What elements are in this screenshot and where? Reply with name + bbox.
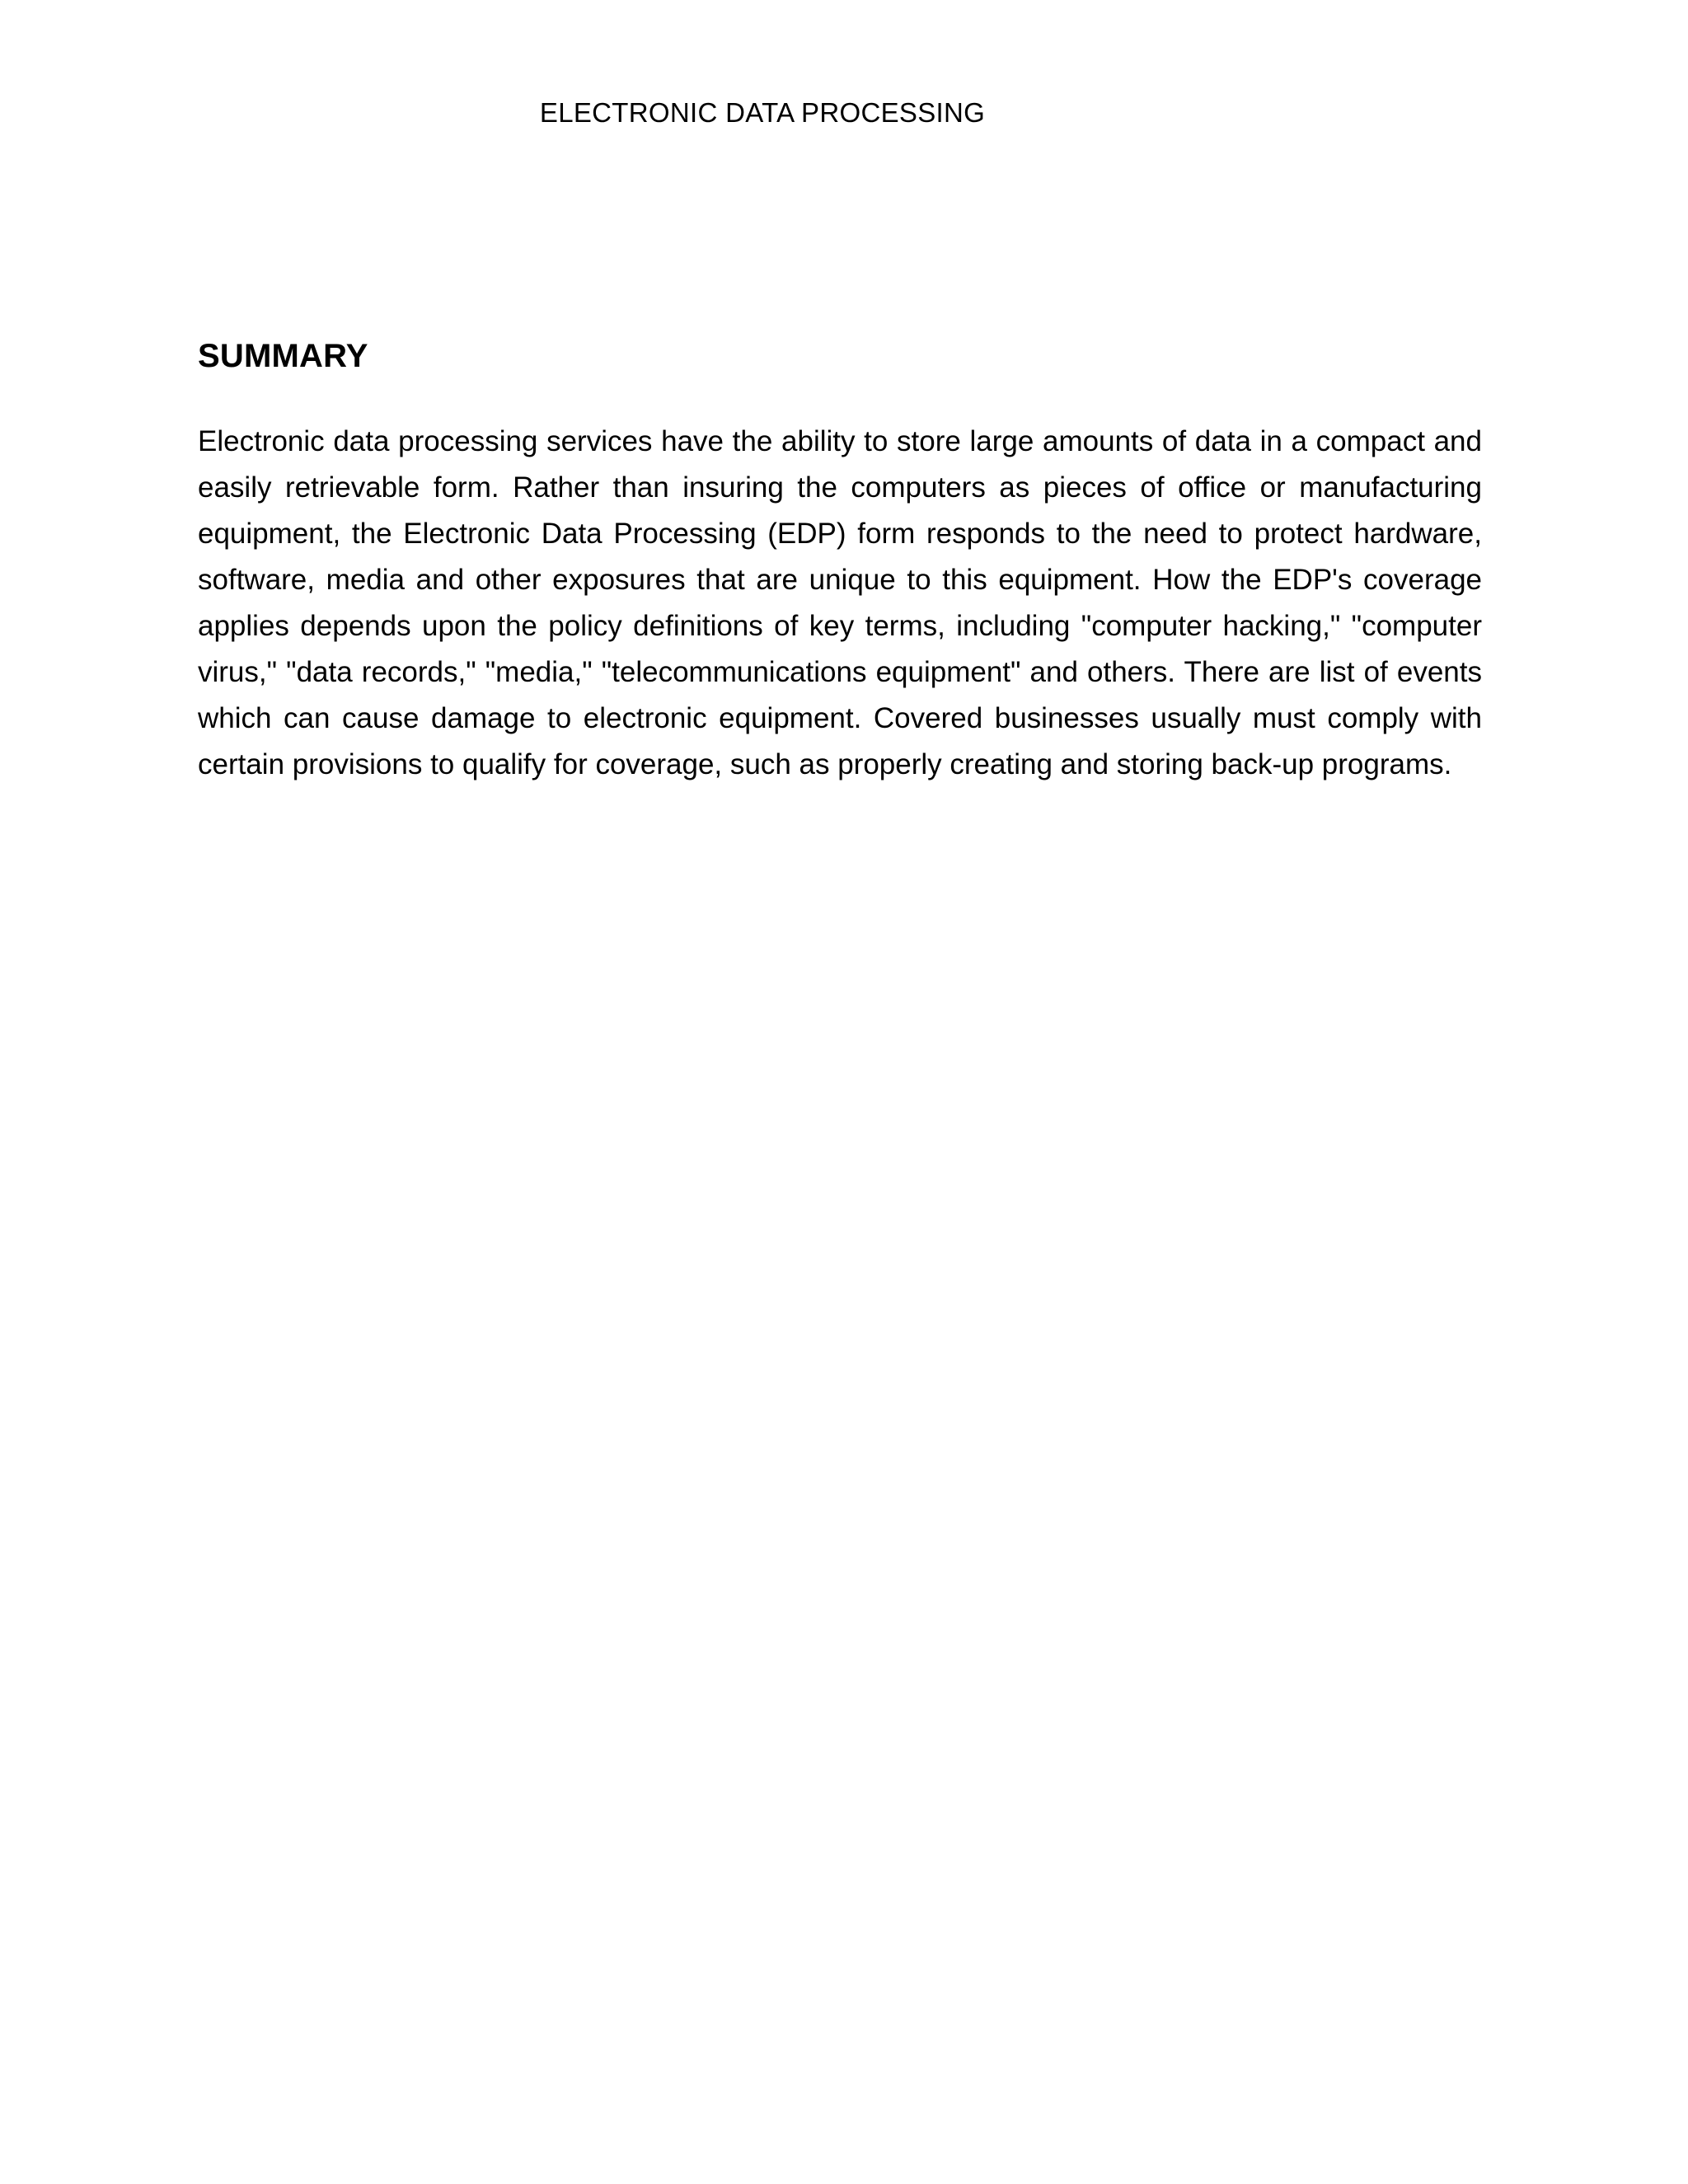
summary-paragraph: Electronic data processing services have the ability to store large amounts of data in a compact and easily retrievable form. Rather than insuring the computers as pieces of office or manufacturing equipment, the Electronic Data Processing (EDP) form responds to the need to protect hardware, software, media and other exposures that are unique to this equipment. How the EDP's coverage applies depends upon the policy definitions of key terms, including "computer hacking," "computer virus," "data records," "media," "telecommunications equipment" and others. There are list of events which can cause damage to electronic equipment. Covered businesses usually must comply with certain provisions to qualify for coverage, such as properly creating and storing back-up programs. <box>198 425 1482 780</box>
summary-heading: SUMMARY <box>198 338 368 374</box>
running-header: ELECTRONIC DATA PROCESSING <box>539 97 986 128</box>
